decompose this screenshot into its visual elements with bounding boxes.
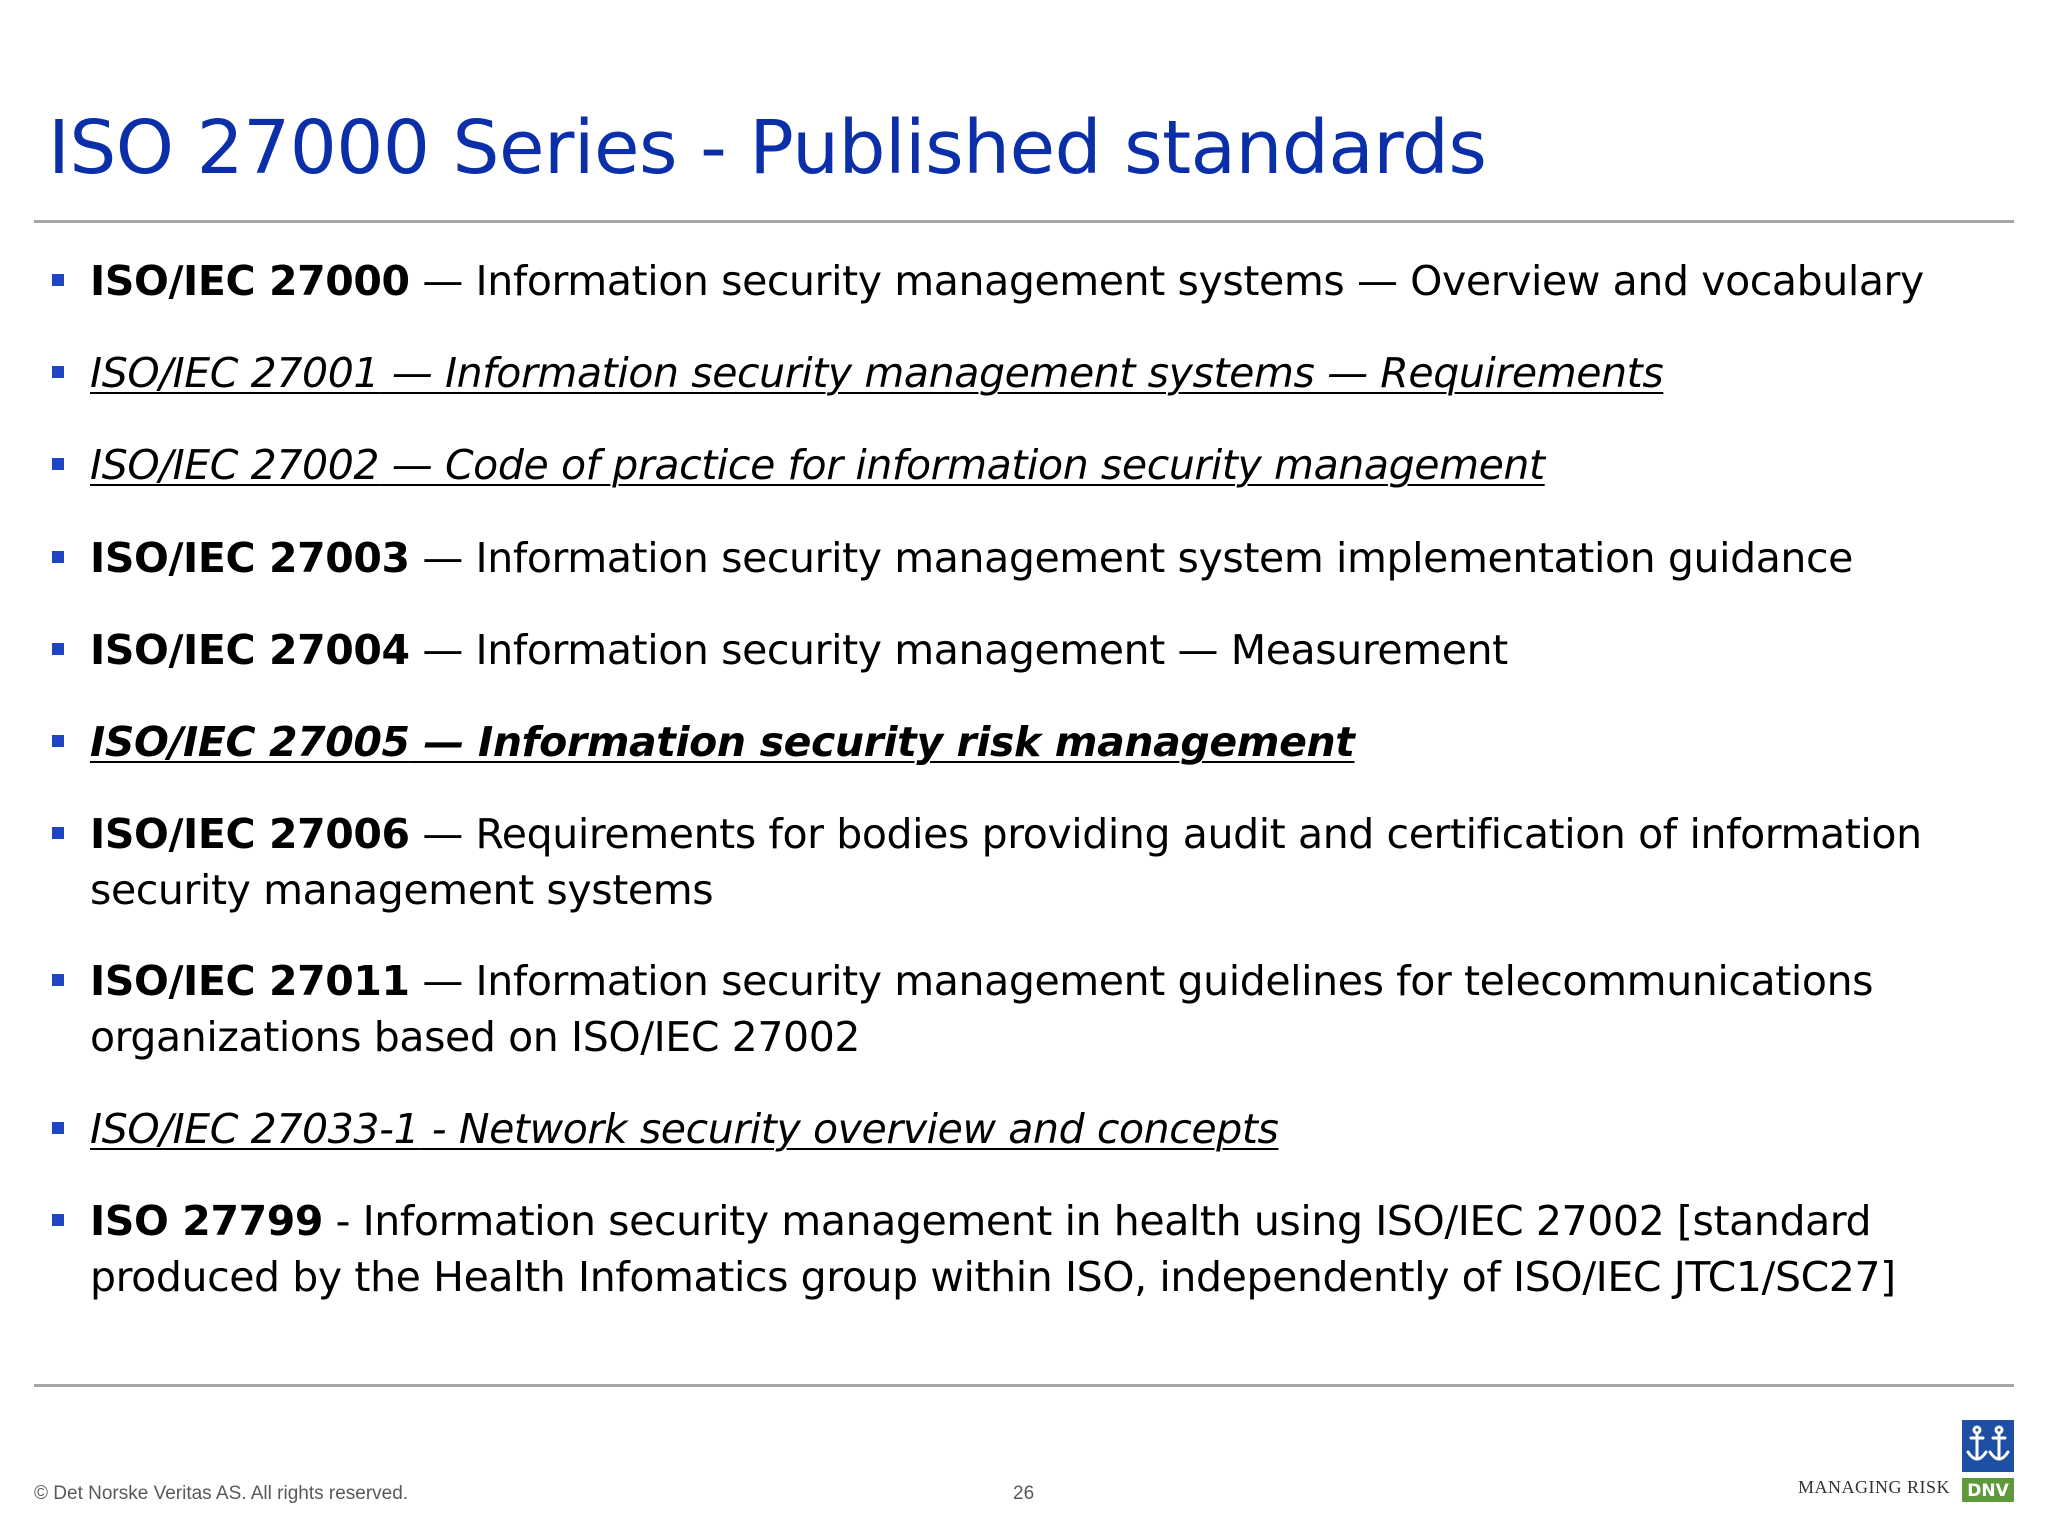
standard-code: ISO 27799	[90, 1197, 323, 1245]
list-item-text	[90, 806, 2002, 918]
bullet-marker	[52, 274, 64, 286]
standard-description: — Information security management — Measurement	[409, 626, 1508, 674]
standard-description: — Information security management guidelines for telecommunications organizations based on ISO/IEC 27002	[90, 957, 1874, 1061]
list-item-link[interactable]	[90, 345, 2002, 401]
standard-code: ISO/IEC 27011	[90, 957, 410, 1005]
standard-code: ISO/IEC 27001	[90, 349, 380, 397]
list-item-text	[90, 622, 2002, 678]
slide-title: ISO 27000 Series - Published standards	[48, 105, 1487, 191]
footer-copyright: © Det Norske Veritas AS. All rights reserved.	[34, 1483, 409, 1504]
bullet-marker	[52, 551, 64, 563]
standard-description: — Requirements for bodies providing audit and certification of information security management systems	[90, 810, 1922, 914]
standard-description: — Information security risk management	[409, 718, 1355, 766]
standard-code: ISO/IEC 27006	[90, 810, 410, 858]
footer-tagline: MANAGING RISK	[1798, 1477, 1951, 1497]
footer-divider	[34, 1384, 2014, 1387]
standard-description: — Information security management system implementation guidance	[409, 534, 1853, 582]
list-item-text	[90, 1193, 2002, 1305]
list-item-link[interactable]	[90, 714, 2002, 770]
standard-code: ISO/IEC 27005	[90, 718, 410, 766]
standard-description: - Information security management in health using ISO/IEC 27002 [standard produced by the Health Infomatics group within ISO, independently of ISO/IEC JTC1/SC27]	[90, 1197, 1896, 1301]
logo-wordmark: DNV	[1967, 1481, 2009, 1501]
bullet-marker	[52, 974, 64, 986]
bullet-marker	[52, 1122, 64, 1134]
standard-code: ISO/IEC 27003	[90, 534, 410, 582]
bullet-marker	[52, 1214, 64, 1226]
bullet-marker	[52, 735, 64, 747]
list-item-text	[90, 953, 2002, 1065]
bullet-marker	[52, 366, 64, 378]
standard-description: — Information security management systems — Overview and vocabulary	[409, 257, 1924, 305]
list-item-text	[90, 530, 2002, 586]
list-item-text	[90, 253, 2002, 309]
dnv-logo	[1962, 1420, 2014, 1502]
standard-code: ISO/IEC 27004	[90, 626, 410, 674]
standard-description: - Network security overview and concepts	[419, 1105, 1279, 1153]
page-number: 26	[1013, 1483, 1035, 1504]
standard-description: — Code of practice for information security management	[379, 441, 1545, 489]
bullet-marker	[52, 643, 64, 655]
bullet-marker	[52, 458, 64, 470]
standard-code: ISO/IEC 27033-1	[90, 1105, 420, 1153]
standard-code: ISO/IEC 27002	[90, 441, 380, 489]
standard-code: ISO/IEC 27000	[90, 257, 410, 305]
standard-description: — Information security management systems — Requirements	[379, 349, 1664, 397]
list-item-link[interactable]	[90, 437, 2002, 493]
list-item-link[interactable]	[90, 1101, 2002, 1157]
bullet-marker	[52, 827, 64, 839]
